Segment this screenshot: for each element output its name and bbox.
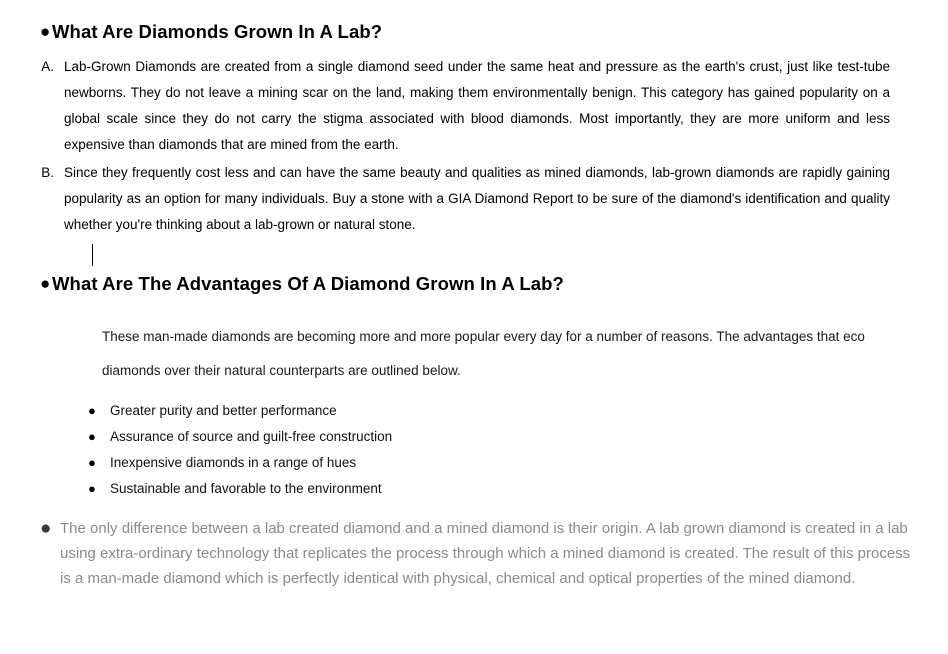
list-item bbox=[30, 424, 918, 450]
list-item-text: Inexpensive diamonds in a range of hues bbox=[110, 455, 357, 470]
intro-line: diamonds over their natural counterparts are outlined below. bbox=[102, 363, 461, 378]
advantages-list bbox=[30, 398, 918, 502]
intro-line: These man-made diamonds are becoming more and more popular every day for a number of reasons. The advantages that eco bbox=[102, 329, 865, 344]
bullet-icon: ● bbox=[88, 429, 96, 444]
list-item-text: Greater purity and better performance bbox=[110, 403, 337, 418]
list-item-text: Sustainable and favorable to the environment bbox=[110, 481, 382, 496]
list-item bbox=[30, 398, 918, 424]
list-item bbox=[30, 476, 918, 502]
list-item-text: Since they frequently cost less and can have the same beauty and qualities as mined diamonds, lab-grown diamonds are rapidly gaining popularity as an option for many individuals. Buy a stone with a GIA Diamond Report to be sure of the diamond's identification and quality whether you're thinking about a lab-grown or natural stone. bbox=[64, 165, 890, 232]
text-caret-icon bbox=[92, 244, 93, 266]
section-heading-1 bbox=[30, 18, 918, 46]
list-item bbox=[30, 160, 918, 238]
text-cursor-line[interactable] bbox=[92, 240, 918, 270]
bullet-icon: ● bbox=[40, 518, 52, 539]
list-item-text: Assurance of source and guilt-free construction bbox=[110, 429, 393, 444]
list-marker: A. bbox=[41, 59, 54, 74]
bullet-icon: ● bbox=[88, 481, 96, 496]
heading-text: What Are The Advantages Of A Diamond Grown In A Lab? bbox=[52, 273, 564, 294]
lettered-list-1 bbox=[30, 54, 918, 238]
bullet-icon: ● bbox=[40, 22, 51, 41]
bullet-icon: ● bbox=[88, 403, 96, 418]
intro-paragraph bbox=[102, 320, 918, 388]
list-marker: B. bbox=[41, 165, 54, 180]
list-item-text: Lab-Grown Diamonds are created from a single diamond seed under the same heat and pressure as the earth's crust, just like test-tube newborns. They do not leave a mining scar on the land, making them environmentally benign. This category has gained popularity on a global scale since they do not carry the stigma associated with blood diamonds. Most importantly, they are more uniform and less expensive than diamonds that are mined from the earth. bbox=[64, 59, 890, 152]
bullet-icon: ● bbox=[40, 274, 51, 293]
closing-paragraph-row bbox=[30, 516, 918, 591]
section-heading-2 bbox=[30, 270, 918, 298]
closing-paragraph-text: The only difference between a lab created diamond and a mined diamond is their origin. A lab grown diamond is created in a lab using extra-ordinary technology that replicates the process through which a mined diamond is created. The result of this process is a man-made diamond which is perfectly identical with physical, chemical and optical properties of the mined diamond. bbox=[60, 520, 911, 587]
list-item bbox=[30, 54, 918, 158]
list-item bbox=[30, 450, 918, 476]
heading-text: What Are Diamonds Grown In A Lab? bbox=[52, 21, 383, 42]
bullet-icon: ● bbox=[88, 455, 96, 470]
